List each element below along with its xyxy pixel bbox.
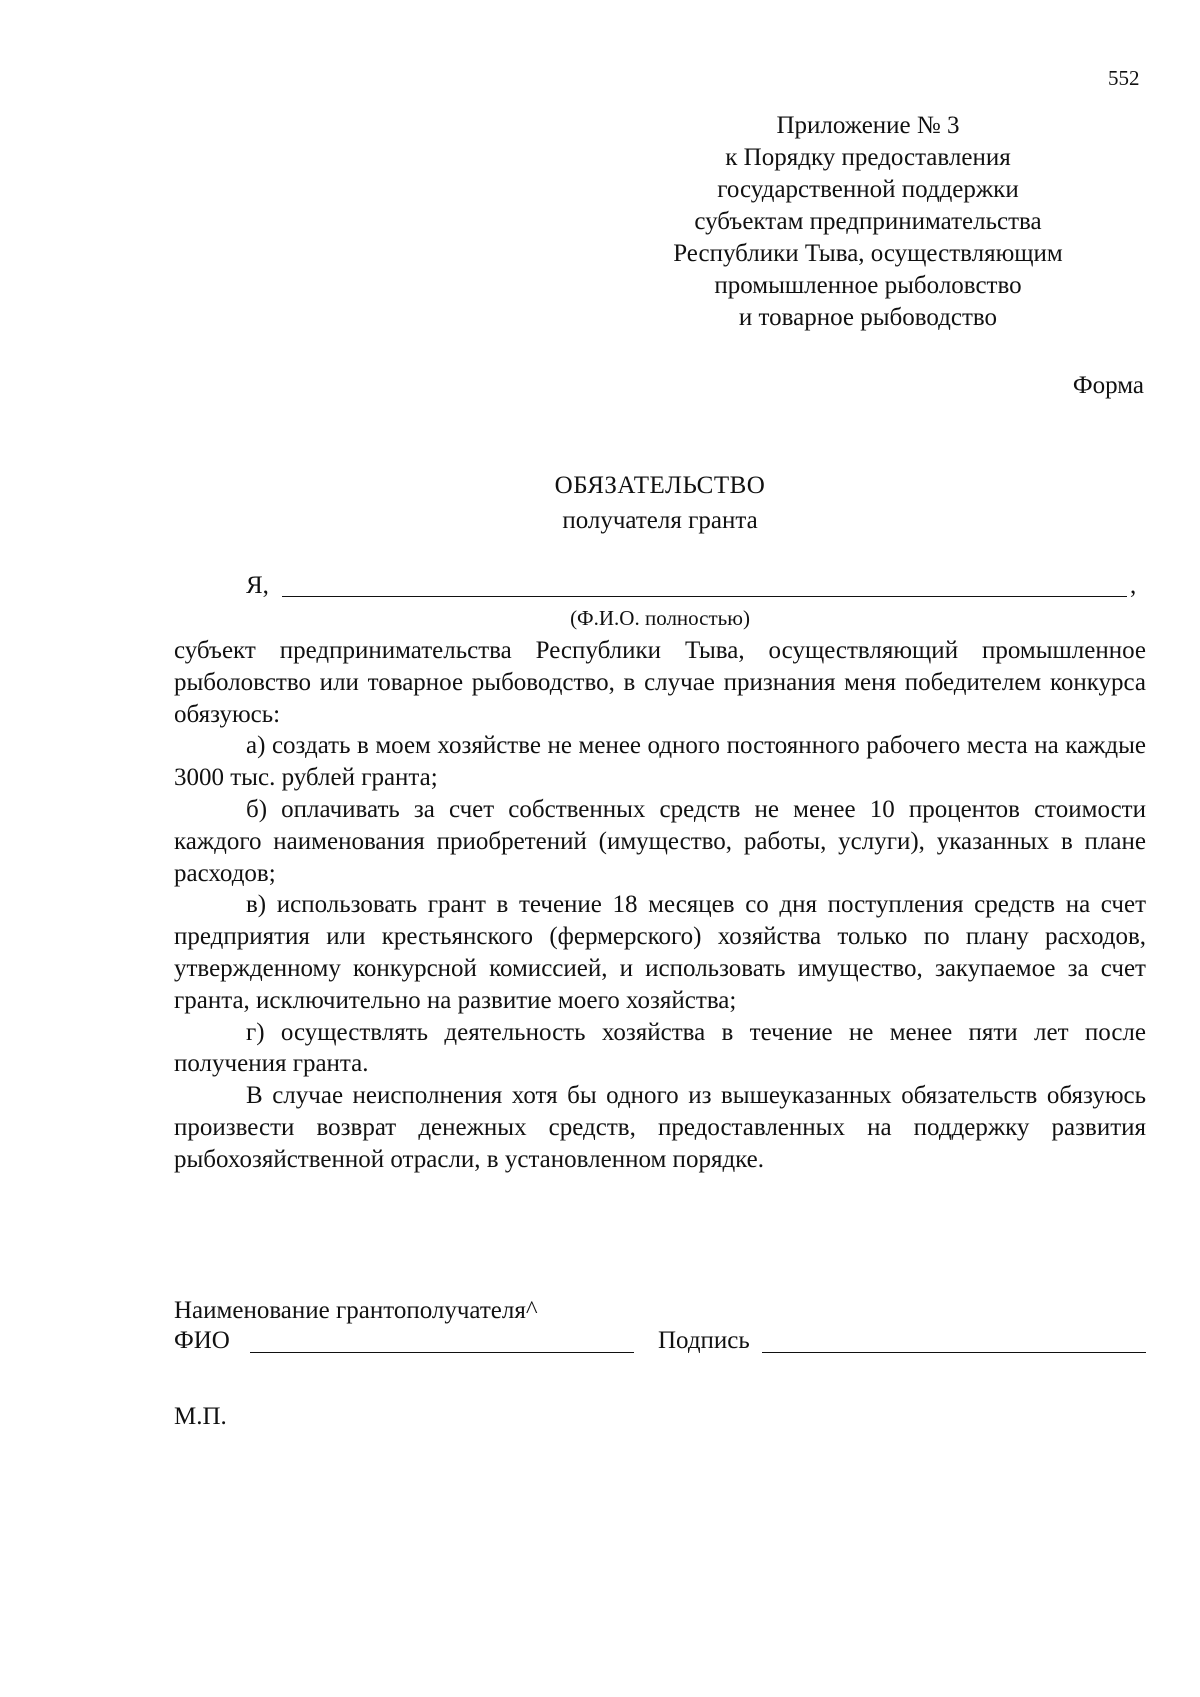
appendix-line: к Порядку предоставления (725, 144, 1011, 171)
document-title: ОБЯЗАТЕЛЬСТВО (554, 472, 766, 499)
appendix-line: Республики Тыва, осуществляющим (673, 240, 1063, 267)
page-number: 552 (1108, 66, 1140, 90)
fio-signature-field[interactable] (250, 1352, 634, 1353)
document-subtitle: получателя гранта (562, 507, 758, 534)
form-label: Форма (1072, 372, 1144, 399)
signature-field[interactable] (762, 1352, 1146, 1353)
obligation-item-b: б) оплачивать за счет собственных средств не менее 10 процентов стоимости каждого наименования приобретений (имущество, работы, услуги), указанных в плане расходов; (174, 795, 1146, 887)
appendix-header (658, 110, 1078, 334)
appendix-line: Приложение № 3 (776, 112, 960, 139)
signature-row (174, 1327, 1146, 1367)
grantee-name-label: Наименование грантополучателя^ (174, 1297, 538, 1324)
appendix-line: промышленное рыболовство (714, 272, 1022, 299)
appendix-line: субъектам предпринимательства (694, 208, 1042, 235)
appendix-line: государственной поддержки (717, 176, 1019, 203)
fio-prefix: Я, (246, 572, 269, 599)
obligation-item-d: г) осуществлять деятельность хозяйства в течение не менее пяти лет после получения гранта. (174, 1018, 1146, 1078)
fio-suffix: , (1130, 572, 1137, 599)
refund-paragraph: В случае неисполнения хотя бы одного из вышеуказанных обязательств обязуюсь произвести возврат денежных средств, предоставленных на поддержку развития рыбохозяйственной отрасли, в установленном порядке. (174, 1082, 1146, 1173)
obligation-body (174, 635, 1146, 1176)
obligation-item-a: а) создать в моем хозяйстве не менее одного постоянного рабочего места на каждые 3000 тыс. рублей гранта; (174, 732, 1146, 792)
fio-hint: (Ф.И.О. полностью) (570, 606, 750, 630)
signature-label: Подпись (658, 1327, 750, 1354)
stamp-label: М.П. (174, 1403, 227, 1430)
appendix-line: и товарное рыбоводство (738, 304, 998, 331)
intro-paragraph: субъект предпринимательства Республики Тыва, осуществляющий промышленное рыболовство или товарное рыбоводство, в случае признания меня победителем конкурса обязуюсь: (174, 637, 1146, 728)
fio-label: ФИО (174, 1327, 230, 1354)
obligation-item-c: в) использовать грант в течение 18 месяцев со дня поступления средств на счет предприятия или крестьянского (фермерского) хозяйства только по плану расходов, утвержденному конкурсной комиссией, и использовать имущество, закупаемое за счет гранта, исключительно на развитие моего хозяйства; (174, 891, 1146, 1014)
fio-blank-line[interactable] (282, 596, 1127, 597)
